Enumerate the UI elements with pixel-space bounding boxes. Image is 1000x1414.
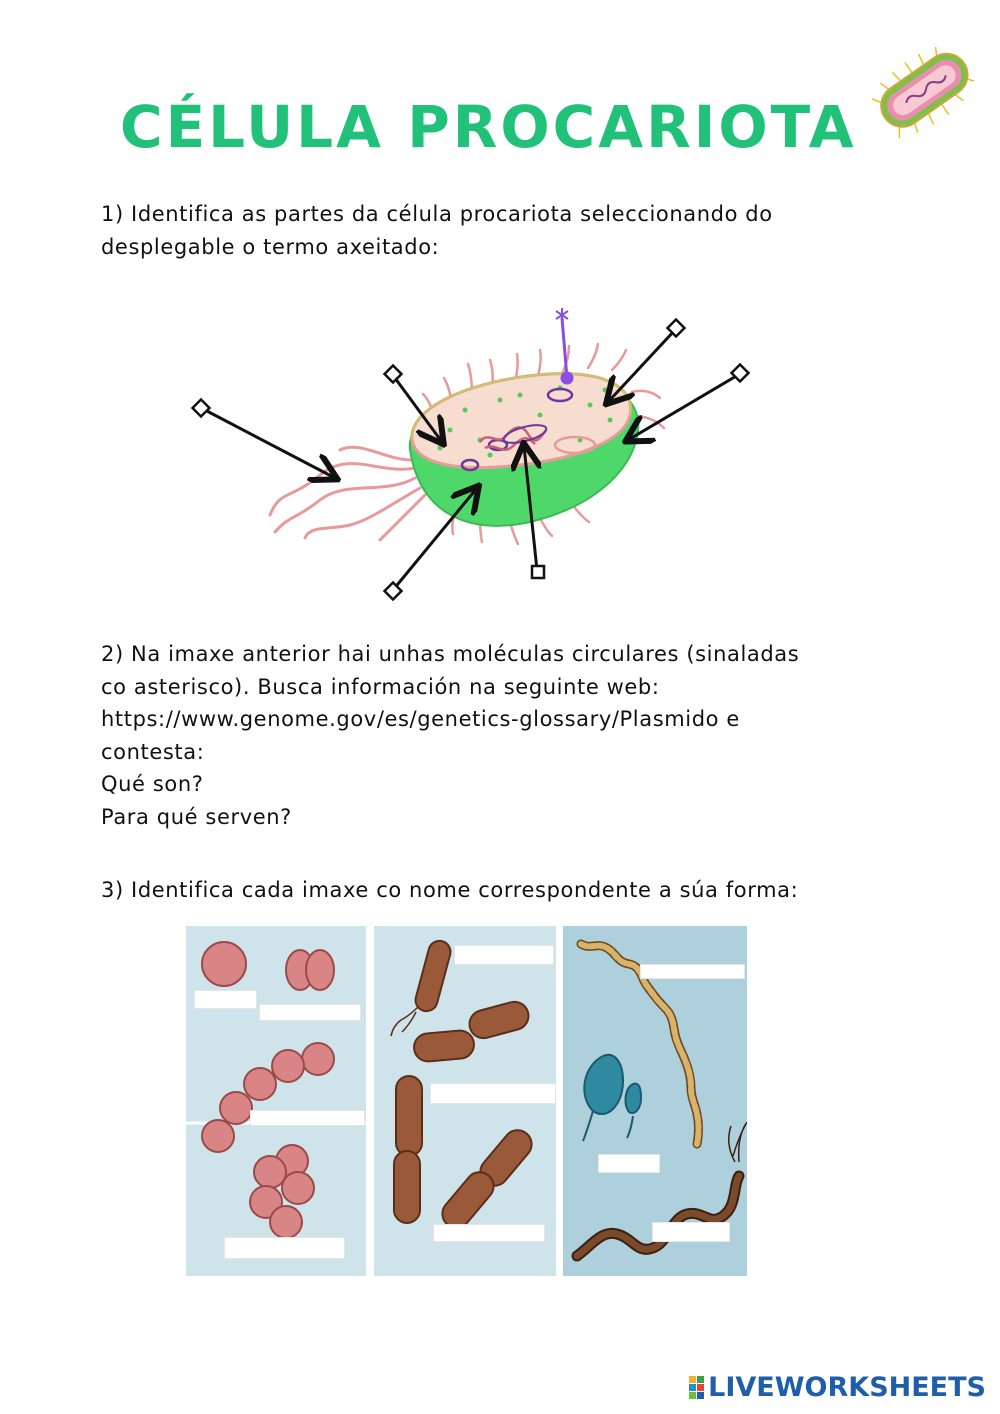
- answer-box-coccus[interactable]: [194, 990, 257, 1009]
- question-1: [101, 198, 901, 263]
- liveworksheets-logo-icon: [689, 1376, 704, 1399]
- answer-box-bacillus[interactable]: [454, 945, 554, 965]
- answer-box-streptococcus[interactable]: [250, 1110, 365, 1126]
- question-1-line-1: 1) Identifica as partes da célula procariota seleccionando do: [101, 202, 773, 226]
- question-2-line-1: 2) Na imaxe anterior hai unhas moléculas circulares (sinaladas: [101, 642, 800, 666]
- answer-box-diplobacillus[interactable]: [433, 1224, 545, 1242]
- question-2-line-5: Qué son?: [101, 772, 204, 796]
- answer-box-vibrio[interactable]: [598, 1154, 660, 1173]
- question-2-line-6: Para qué serven?: [101, 804, 292, 829]
- footer-brand: [689, 1371, 986, 1403]
- question-2-line-4: contesta:: [101, 739, 205, 764]
- question-3: [101, 874, 901, 907]
- question-1-line-2: desplegable o termo axeitado:: [101, 234, 440, 259]
- answer-box-spirillum[interactable]: [640, 964, 745, 979]
- question-2: [101, 638, 901, 833]
- page-title: CÉLULA PROCARIOTA: [120, 93, 857, 161]
- answer-box-streptobacillus[interactable]: [430, 1083, 556, 1104]
- question-2-url: https://www.genome.gov/es/genetics-glossary/Plasmido e: [101, 707, 740, 731]
- answer-box-spirochete[interactable]: [652, 1222, 730, 1242]
- question-3-line-1: 3) Identifica cada imaxe co nome correspondente a súa forma:: [101, 878, 799, 902]
- cocci-panel: [186, 926, 366, 1276]
- prokaryotic-cell-diagram: [180, 300, 780, 610]
- asterisk-icon: [556, 308, 568, 322]
- question-2-line-2: co asterisco). Busca información na seguinte web:: [101, 674, 660, 699]
- answer-box-staphylococcus[interactable]: [224, 1237, 345, 1259]
- answer-box-diplococcus[interactable]: [259, 1004, 361, 1021]
- bacterium-icon: [868, 40, 978, 140]
- brand-name: LIVEWORKSHEETS: [708, 1371, 986, 1403]
